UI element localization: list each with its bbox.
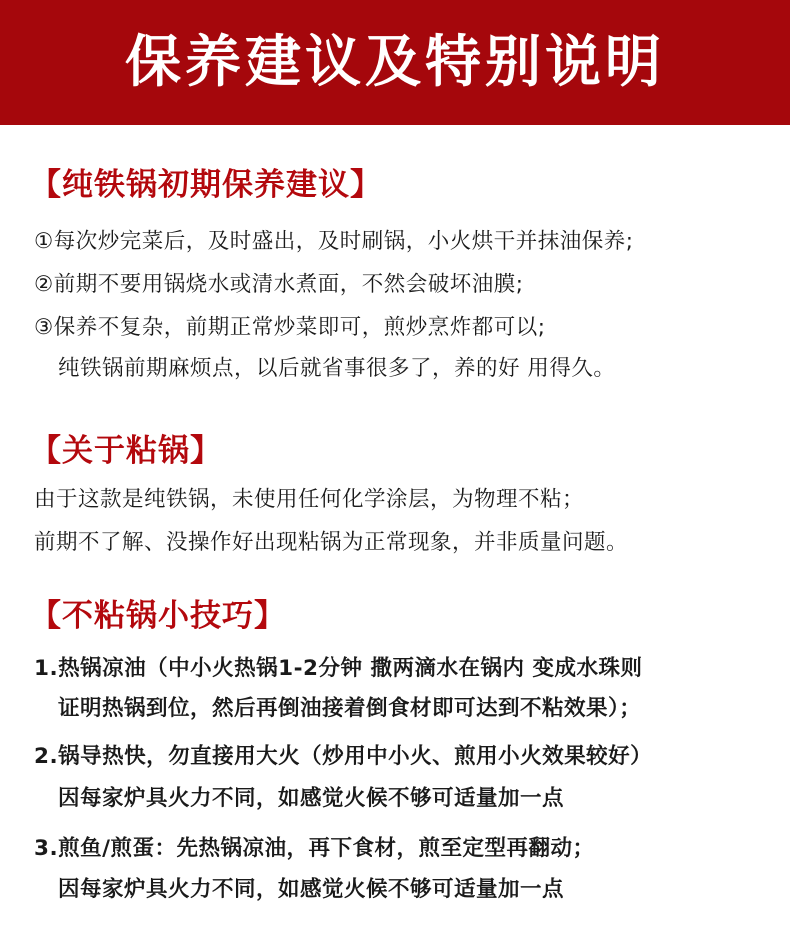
title-banner	[0, 0, 790, 125]
tip-1-line-2: 证明热锅到位，然后再倒油接着倒食材即可达到不粘效果）；	[58, 696, 642, 721]
section-heading-sticking: 【关于粘锅】	[30, 433, 222, 469]
section-heading-tips: 【不粘锅小技巧】	[30, 598, 286, 634]
section-heading-care: 【纯铁锅初期保养建议】	[30, 167, 382, 203]
tip-2-line-1: 2.锅导热快，勿直接用大火（炒用中小火、煎用小火效果较好）	[34, 744, 653, 769]
tip-1-line-1: 1.热锅凉油（中小火热锅1-2分钟 撒两滴水在锅内 变成水珠则	[34, 656, 643, 681]
tip-3-line-1: 3.煎鱼/煎蛋：先热锅凉油，再下食材，煎至定型再翻动；	[34, 836, 595, 861]
sticking-line-1: 由于这款是纯铁锅，未使用任何化学涂层，为物理不粘；	[34, 487, 585, 512]
tip-3-line-2: 因每家炉具火力不同，如感觉火候不够可适量加一点	[58, 877, 565, 902]
care-line-1: ①每次炒完菜后，及时盛出，及时刷锅，小火烘干并抹油保养;	[34, 229, 634, 254]
tip-2-line-2: 因每家炉具火力不同，如感觉火候不够可适量加一点	[58, 786, 565, 811]
sticking-line-2: 前期不了解、没操作好出现粘锅为正常现象，并非质量问题。	[34, 530, 629, 555]
care-line-4: 纯铁锅前期麻烦点，以后就省事很多了，养的好 用得久。	[58, 356, 616, 381]
care-line-2: ②前期不要用锅烧水或清水煮面，不然会破坏油膜;	[34, 272, 524, 297]
care-line-3: ③保养不复杂，前期正常炒菜即可，煎炒烹炸都可以;	[34, 315, 546, 340]
page-title: 保养建议及特别说明	[125, 29, 665, 95]
